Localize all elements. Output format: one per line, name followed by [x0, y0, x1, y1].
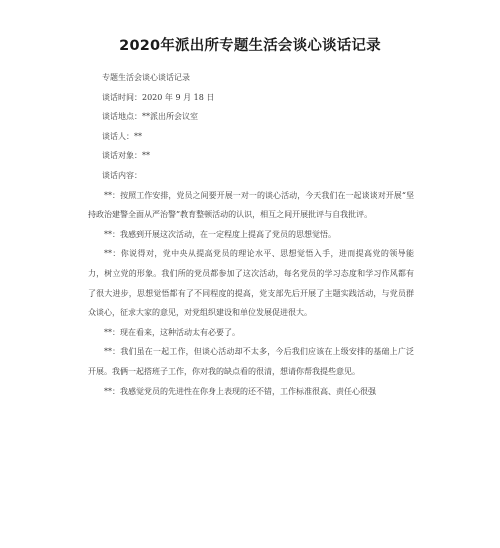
talk-location: 谈话地点：**派出所会议室 [102, 112, 198, 122]
talk-content-label: 谈话内容： [102, 170, 142, 180]
paragraph: **：按照工作安排，党员之间要开展一对一的谈心活动，今天我们在一起谈谈对开展“坚持政治建警全面从严治警”教育整顿活动的认识，相互之间开展批评与自我批评。 [88, 190, 414, 220]
document-title: 2020年派出所专题生活会谈心谈话记录 [119, 38, 381, 54]
paragraph: **：你说得对，党中央从提高党员的理论水平、思想觉悟入手，进而提高党的领导能力，树立党的形象。我们所的党员都参加了这次活动，每名党员的学习态度和学习作风都有了很大进步，思想觉悟都有了不同程度的提高，党支部先后开展了主题实践活动，与党员群众谈心，征求大家的意见，对党组织建设和单位发展促进很大。 [88, 249, 414, 318]
paragraph: **：我感觉党员的先进性在你身上表现的还不错，工作标准很高、责任心很强 [104, 386, 376, 396]
paragraph: **：我感到开展这次活动，在一定程度上提高了党员的思想觉悟。 [104, 229, 336, 239]
document-body [88, 68, 414, 401]
talker: 谈话人：** [102, 131, 142, 141]
talk-time: 谈话时间：2020 年 9 月 18 日 [102, 92, 215, 102]
talk-target: 谈话对象：** [102, 151, 150, 161]
paragraph: **：现在看来，这种活动太有必要了。 [104, 327, 240, 337]
record-heading: 专题生活会谈心谈话记录 [102, 73, 190, 82]
paragraph: **：我们虽在一起工作，但谈心活动却不太多，今后我们应该在上级安排的基础上广泛开展。我俩一起搭班子工作，你对我的缺点看的很清，想请你帮我提些意见。 [88, 347, 414, 376]
